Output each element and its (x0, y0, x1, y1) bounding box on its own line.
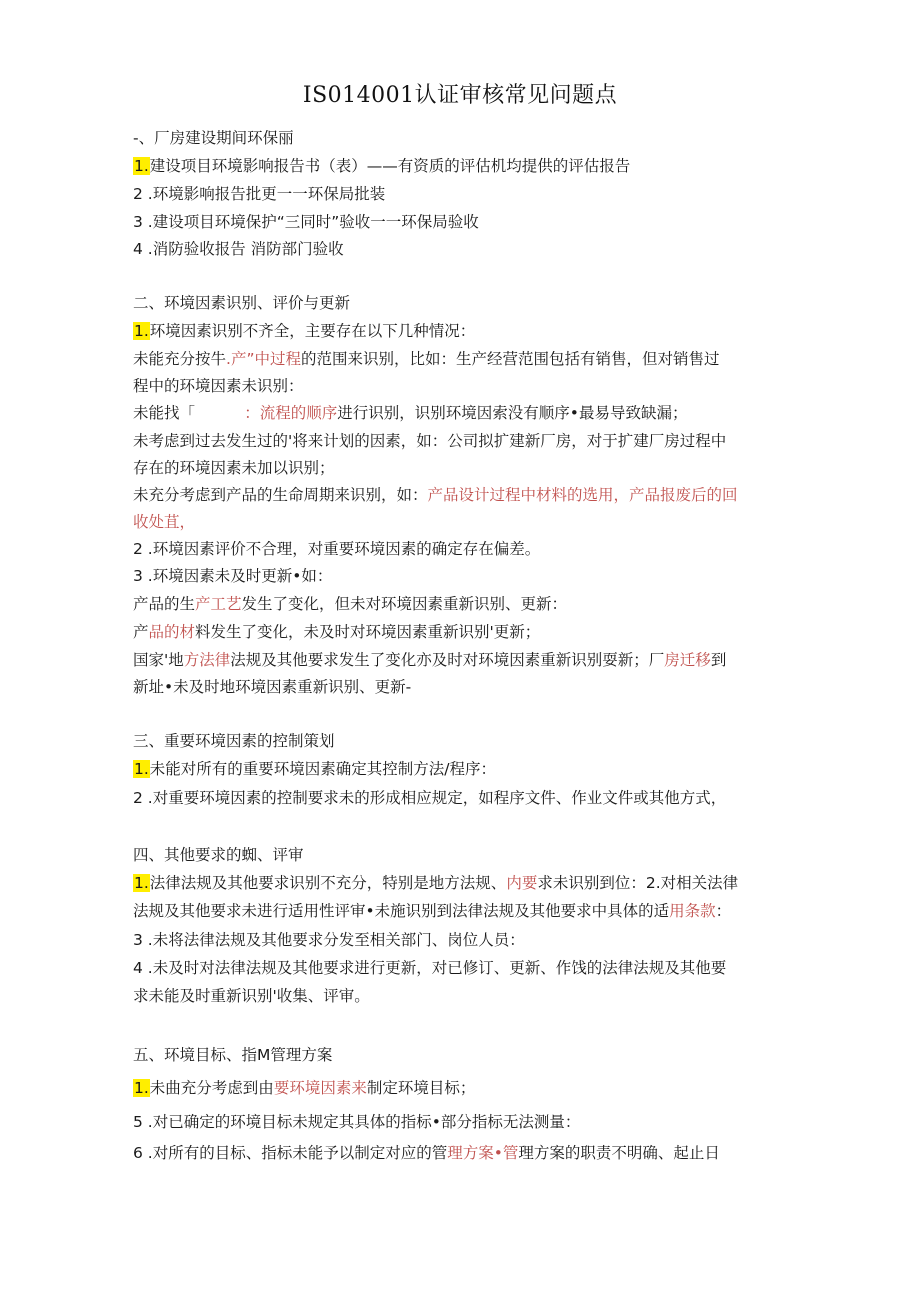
section-5-item-1: 1.未曲充分考虑到由要环境因素来制定环境目标； (134, 1079, 476, 1097)
section-5-heading: 五、环境目标、指M管理方案 (133, 1046, 333, 1064)
section-2-para-4-cont: 收处苴， (133, 513, 196, 531)
section-3-heading: 三、重要环境因素的控制策划 (133, 732, 335, 750)
section-5-item-5: 5 .对已确定的环境目标未规定其具体的指标•部分指标无法测量： (133, 1113, 581, 1131)
highlight-marker: 1. (134, 322, 149, 340)
section-2-item-1: 1.环境因素识别不齐全，主要存在以下几种情况： (134, 322, 476, 340)
section-2-para-7: 国家'地方法律法规及其他要求发生了变化亦及时对环境因素重新识别耍新；厂房迁移到 (133, 651, 727, 669)
section-4-item-4: 4 .未及时对法律法规及其他要求进行更新，对已修订、更新、作饯的法律法规及其他要 (133, 959, 727, 977)
section-4-item-3: 3 .未将法律法规及其他要求分发至相关部门、岗位人员： (133, 931, 525, 949)
section-1-item-4: 4 .消防验收报告 消防部门验收 (133, 240, 344, 258)
section-2-para-1: 未能充分按牛.产”中过程的范围来识别，比如：生产经营范围包括有销售，但对销售过 (133, 350, 720, 368)
section-5-item-6: 6 .对所有的目标、指标未能予以制定对应的管理方案•管理方案的职责不明确、起止日 (133, 1144, 720, 1162)
section-2-para-4: 未充分考虑到产品的生命周期来识别，如：产品设计过程中材料的选用，产品报废后的回 (133, 486, 738, 504)
highlight-marker: 1. (134, 874, 149, 892)
section-1-heading: -、厂房建设期间环保丽 (133, 129, 294, 147)
section-4-item-4-cont: 求未能及时重新识别'收集、评审。 (133, 987, 370, 1005)
highlight-marker: 1. (134, 760, 149, 778)
section-2-item-3: 3 .环境因素未及时更新•如： (133, 567, 333, 585)
section-2-para-3-cont: 存在的环境因素未加以识别； (133, 459, 335, 477)
section-1-item-1: 1.建设项目环境影响报告书（表）——有资质的评估机均提供的评估报告 (134, 157, 631, 175)
section-2-para-7-cont: 新址•未及时地环境因素重新识别、更新- (133, 678, 412, 696)
section-2-item-2: 2 .环境因素评价不合理，对重要环境因素的确定存在偏差。 (133, 540, 541, 558)
highlight-marker: 1. (134, 157, 149, 175)
highlight-marker: 1. (134, 1079, 149, 1097)
section-4-heading: 四、其他要求的蜘、评审 (133, 846, 304, 864)
section-2-heading: 二、环境因素识别、评价与更新 (133, 294, 351, 312)
section-2-para-2: 未能找「 ：流程的顺序进行识别，识别环境因索没有顺序•最易导致缺漏； (133, 404, 688, 422)
section-2-para-5: 产品的生产工艺发生了变化，但未对环境因素重新识别、更新： (133, 595, 568, 613)
document-title: IS014001认证审核常见问题点 (302, 83, 618, 108)
section-3-item-1: 1.未能对所有的重要环境因素确定其控制方法/程序： (134, 760, 497, 778)
section-1-item-3: 3 .建设项目环境保护“三同时”验收一一环保局验收 (133, 213, 479, 231)
section-2-para-1-cont: 程中的环境因素未识别： (133, 377, 304, 395)
section-3-item-2: 2 .对重要环境因素的控制要求未的形成相应规定，如程序文件、作业文件或其他方式， (133, 789, 727, 807)
section-1-item-2: 2 .环境影响报告批更一一环保局批装 (133, 185, 386, 203)
section-2-para-3: 未考虑到过去发生过的'将来计划的因素，如：公司拟扩建新厂房，对于扩建厂房过程中 (133, 432, 727, 450)
section-4-item-1-cont: 法规及其他要求未进行适用性评审•未施识别到法律法规及其他要求中具体的适用条款： (133, 902, 732, 920)
section-4-item-1: 1.法律法规及其他要求识别不充分，特别是地方法规、内要求未识别到位：2.对相关法律 (134, 874, 739, 892)
section-2-para-6: 产品的材料发生了变化，未及时对环境因素重新识别'更新； (133, 623, 541, 641)
